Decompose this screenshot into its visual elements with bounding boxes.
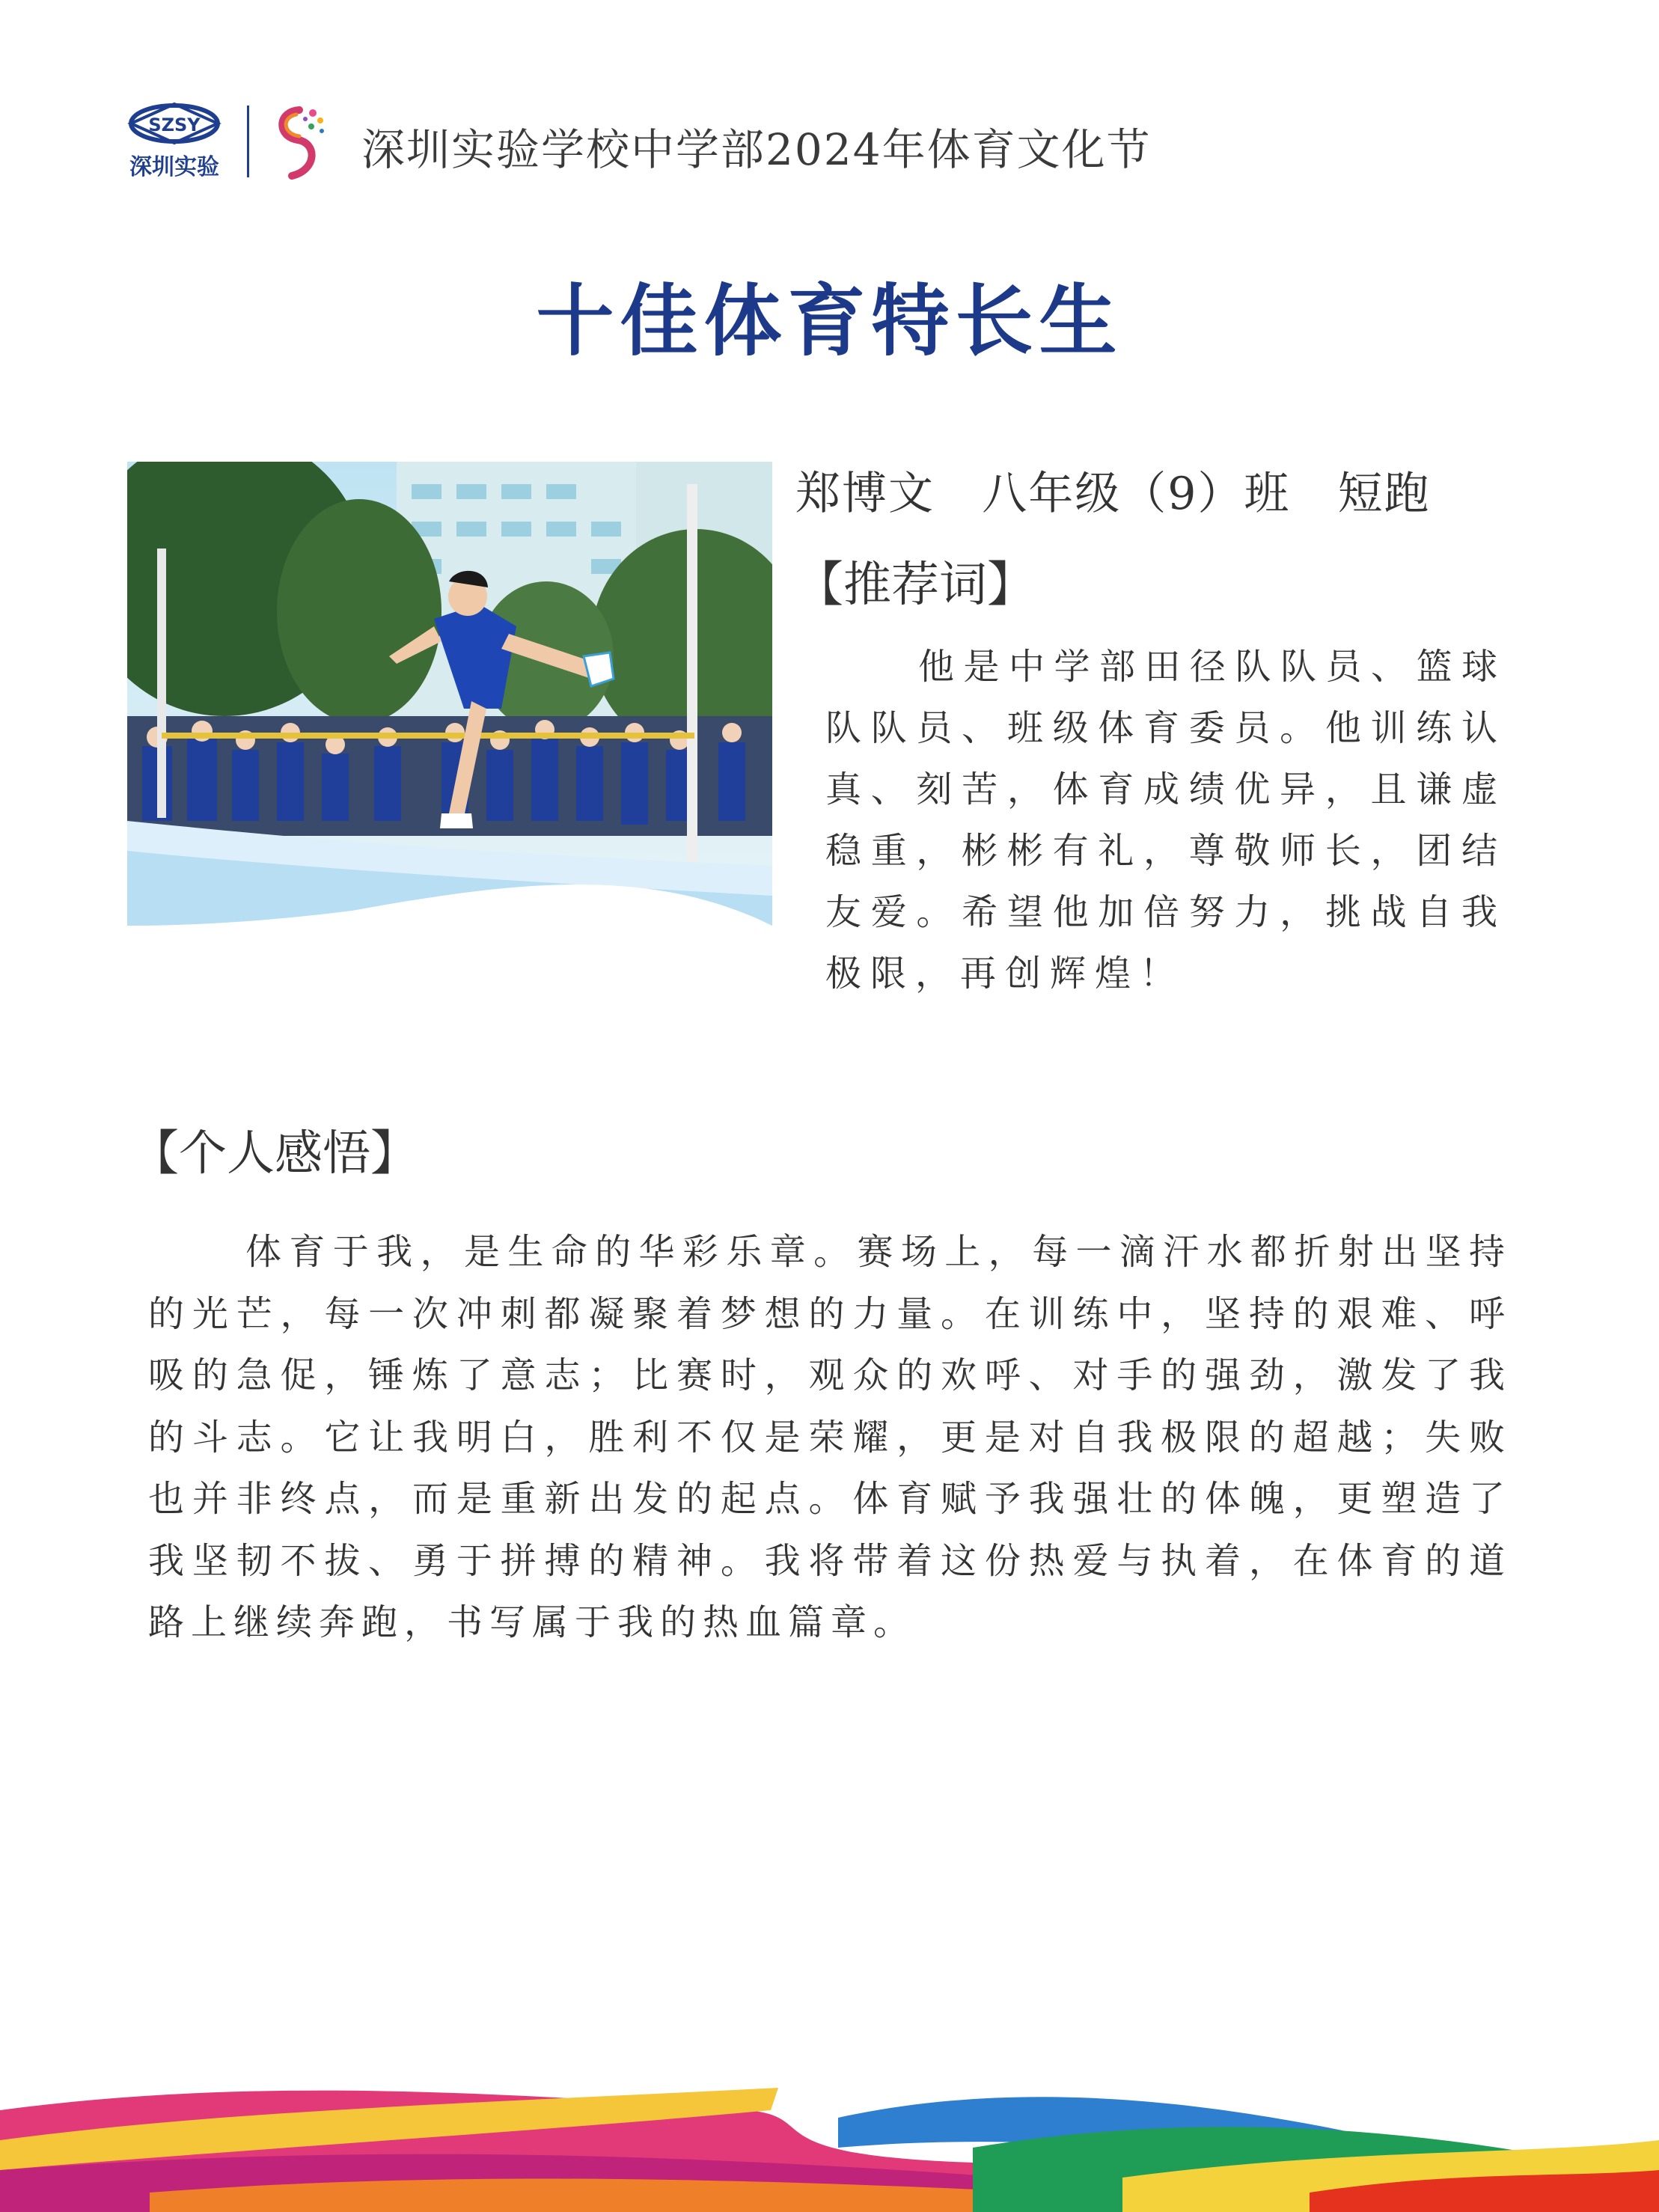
recommendation-text: 他是中学部田径队队员、篮球队队员、班级体育委员。他训练认真、刻苦，体育成绩优异，且谦虚稳重，彬彬有礼，尊敬师长，团结友爱。希望他加倍努力，挑战自我极限，再创辉煌！	[825, 646, 1506, 995]
student-high-jump-photo	[127, 462, 772, 926]
szsy-school-logo-icon	[126, 101, 223, 183]
reflection-text: 体育于我，是生命的华彩乐章。赛场上，每一滴汗水都折射出坚持的光芒，每一次冲刺都凝聚着梦想的力量。在训练中，坚持的艰难、呼吸的急促，锤炼了意志；比赛时，观众的欢呼、对手的强劲，激发了我的斗志。它让我明白，胜利不仅是荣耀，更是对自我极限的超越；失败也并非终点，而是重新出发的起点。体育赋予我强壮的体魄，更塑造了我坚韧不拔、勇于拼搏的精神。我将带着这份热爱与执着，在体育的道路上继续奔跑，书写属于我的热血篇章。	[148, 1231, 1512, 1643]
logo-subtext: 深圳实验	[129, 154, 219, 180]
logo-divider	[247, 106, 249, 177]
decorative-ribbon	[0, 2065, 1659, 2212]
festival-logo-icon	[269, 101, 329, 183]
page-title: 十佳体育特长生	[536, 275, 1123, 367]
header-title: 深圳实验学校中学部2024年体育文化节	[361, 124, 1152, 175]
student-info: 郑博文 八年级（9）班 短跑	[795, 468, 1431, 520]
reflection-label: 【个人感悟】	[131, 1126, 418, 1182]
page-header	[126, 101, 1248, 183]
logo-text: SZSY	[148, 114, 201, 135]
recommendation-label: 【推荐词】	[795, 557, 1035, 613]
